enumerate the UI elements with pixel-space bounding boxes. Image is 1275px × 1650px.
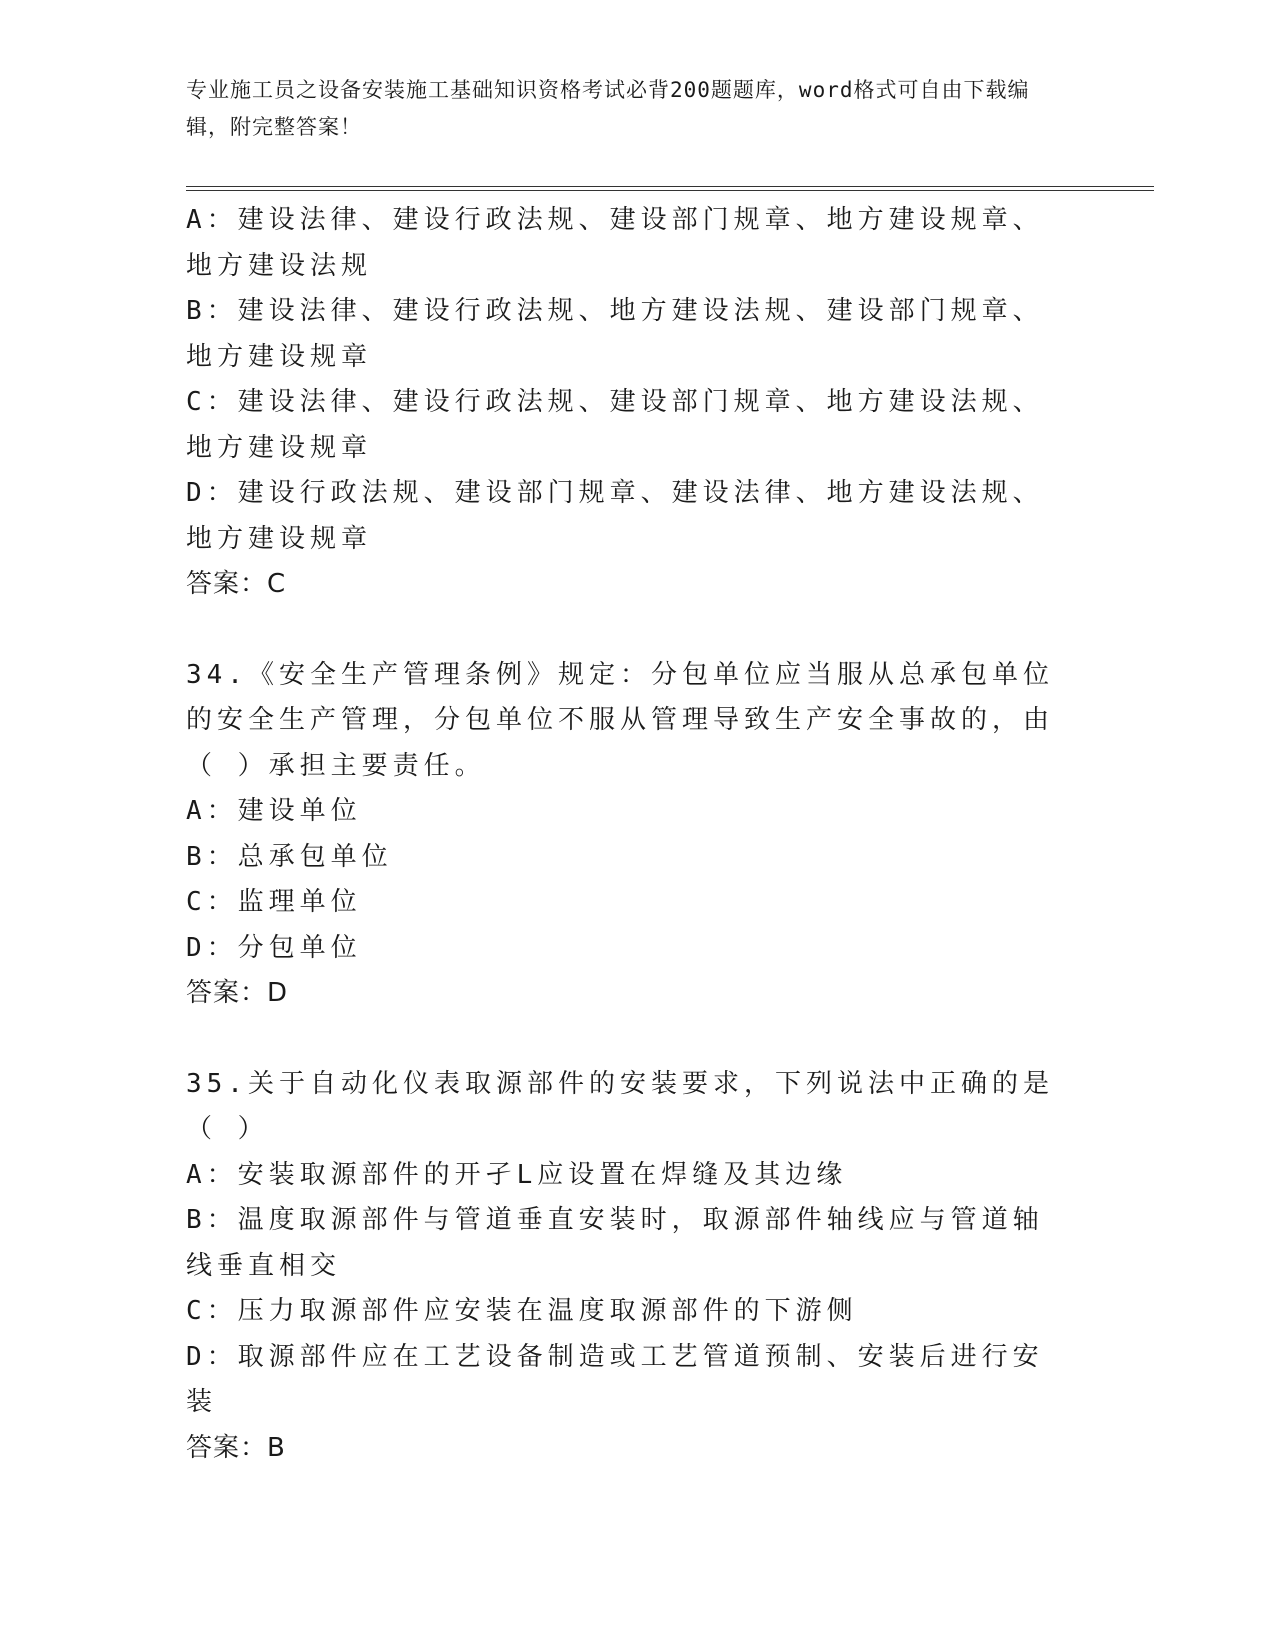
- q35-option-c: C：压力取源部件应安装在温度取源部件的下游侧: [186, 1296, 858, 1326]
- q33-option-c: C：建设法律、建设行政法规、建设部门规章、地方建设法规、地方建设规章: [186, 387, 1044, 463]
- q35-question: 35.关于自动化仪表取源部件的安装要求，下列说法中正确的是（ ）: [186, 1068, 1054, 1144]
- document-page: [186, 72, 1186, 1471]
- q33-option-d: D：建设行政法规、建设部门规章、建设法律、地方建设法规、地方建设规章: [186, 478, 1044, 554]
- question-33-block: [186, 198, 1066, 1471]
- q34-option-b: B：总承包单位: [186, 841, 393, 872]
- q35-option-d: D：取源部件应在工艺设备制造或工艺管道预制、安装后进行安装: [186, 1341, 1044, 1417]
- document-title: 专业施工员之设备安装施工基础知识资格考试必背200题题库，word格式可自由下载编辑，附完整答案！: [186, 78, 1030, 139]
- question-spacer: [186, 608, 1066, 653]
- question-spacer: [186, 1017, 1066, 1062]
- q34-question: 34.《安全生产管理条例》规定：分包单位应当服从总承包单位的安全生产管理，分包单位不服从管理导致生产安全事故的，由（ ）承担主要责任。: [186, 659, 1055, 781]
- q33-answer: 答案：C: [186, 569, 287, 599]
- q33-option-b: B：建设法律、建设行政法规、地方建设法规、建设部门规章、地方建设规章: [186, 296, 1044, 372]
- q34-option-a: A：建设单位: [186, 796, 362, 826]
- q35-answer: 答案：B: [186, 1432, 286, 1463]
- header-divider: [186, 186, 1154, 191]
- q33-option-a: A：建设法律、建设行政法规、建设部门规章、地方建设规章、地方建设法规: [186, 205, 1044, 281]
- q35-option-a: A：安装取源部件的开孑L应设置在焊缝及其边缘: [186, 1159, 848, 1190]
- q34-answer: 答案：D: [186, 978, 289, 1008]
- q35-option-b: B：温度取源部件与管道垂直安装时，取源部件轴线应与管道轴线垂直相交: [186, 1205, 1044, 1281]
- q34-option-d: D：分包单位: [186, 932, 362, 963]
- q34-option-c: C：监理单位: [186, 887, 362, 917]
